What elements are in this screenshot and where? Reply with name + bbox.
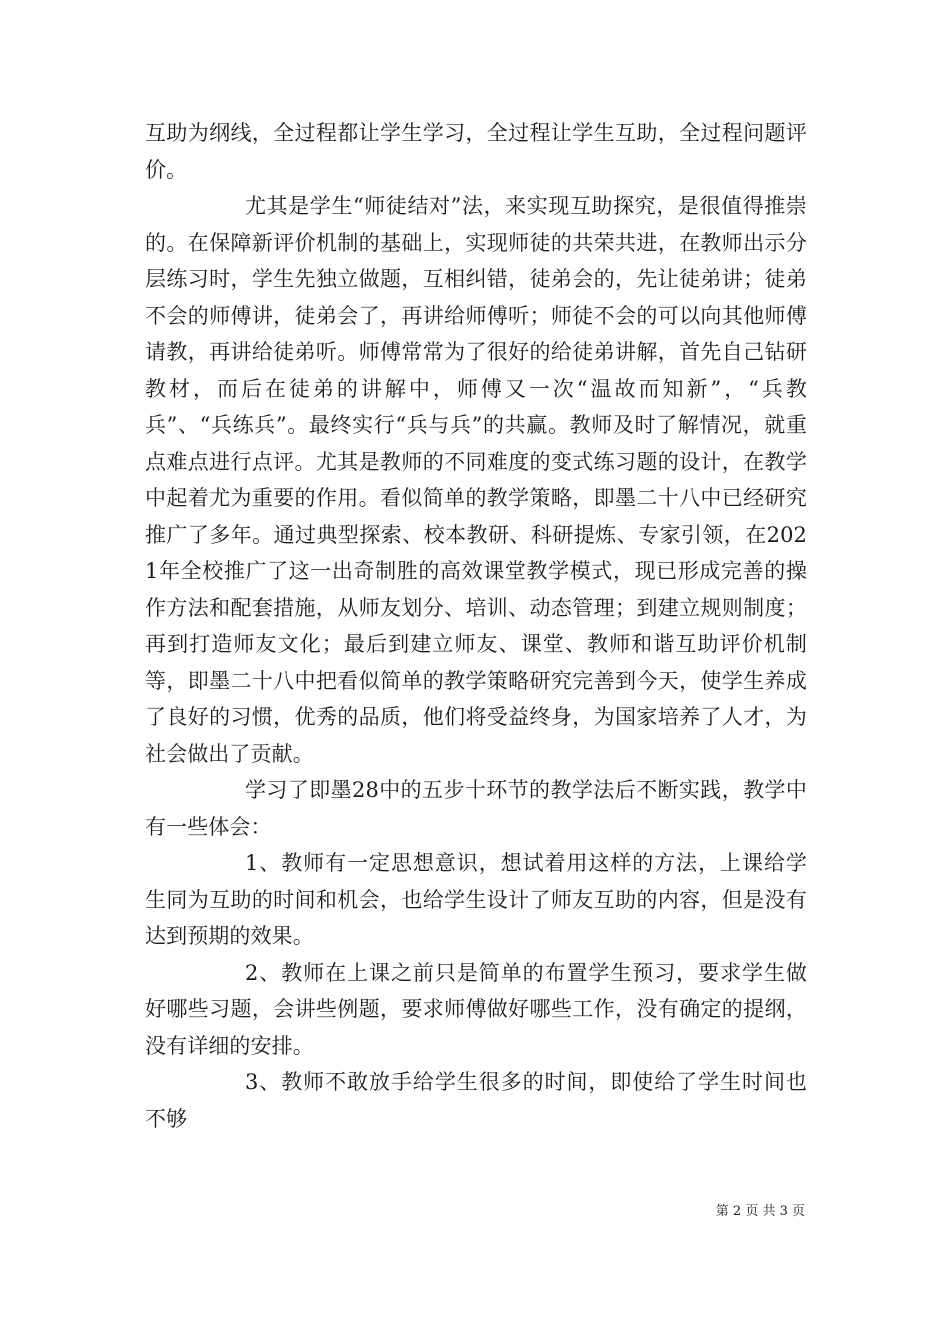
paragraph-intro-continued: 互助为纲线，全过程都让学生学习，全过程让学生互助，全过程问题评价。 — [145, 121, 807, 182]
paragraph-mentor-pairing: 尤其是学生“师徒结对”法，来实现互助探究，是很值得推崇的。在保障新评价机制的基础上，实现师徒的共荣共进，在教师出示分层练习时，学生先独立做题，互相纠错，徒弟会的，先让徒弟讲；徒弟不会的师傅讲，徒弟会了，再讲给师傅听；师徒不会的可以向其他师傅请教，再讲给徒弟听。师傅常常为了很好的给徒弟讲解，首先自己钻研教材，而后在徒弟的讲解中，师傅又一次“温故而知新”，“兵教兵”、“兵练兵”。最终实行“兵与兵”的共赢。教师及时了解情况，就重点难点进行点评。尤其是教师的不同难度的变式练习题的设计，在教学中起着尤为重要的作用。看似简单的教学策略，即墨二十八中已经研究推广了多年。通过典型探索、校本教研、科研提炼、专家引领，在2021年全校推广了这一出奇制胜的高效课堂教学模式，现已形成完善的操作方法和配套措施，从师友划分、培训、动态管理；到建立规则制度；再到打造师友文化；最后到建立师友、课堂、教师和谐互助评价机制等，即墨二十八中把看似简单的教学策略研究完善到今天，使学生养成了良好的习惯，优秀的品质，他们将受益终身，为国家培养了人才，为社会做出了贡献。 — [145, 194, 807, 766]
paragraph-point-3: 3、教师不敢放手给学生很多的时间，即使给了学生时间也不够 — [145, 1070, 807, 1131]
paragraph-point-2: 2、教师在上课之前只是简单的布置学生预习，要求学生做好哪些习题，会讲些例题，要求师傅做好哪些工作，没有确定的提纲，没有详细的安排。 — [145, 960, 807, 1058]
paragraph-point-1: 1、教师有一定思想意识，想试着用这样的方法，上课给学生同为互助的时间和机会，也给学生设计了师友互助的内容，但是没有达到预期的效果。 — [145, 851, 807, 948]
paragraph-reflection-intro: 学习了即墨28中的五步十环节的教学法后不断实践，教学中有一些体会： — [145, 778, 807, 839]
document-body — [145, 115, 807, 1137]
page-number-footer: 第 2 页 共 3 页 — [715, 1204, 805, 1219]
